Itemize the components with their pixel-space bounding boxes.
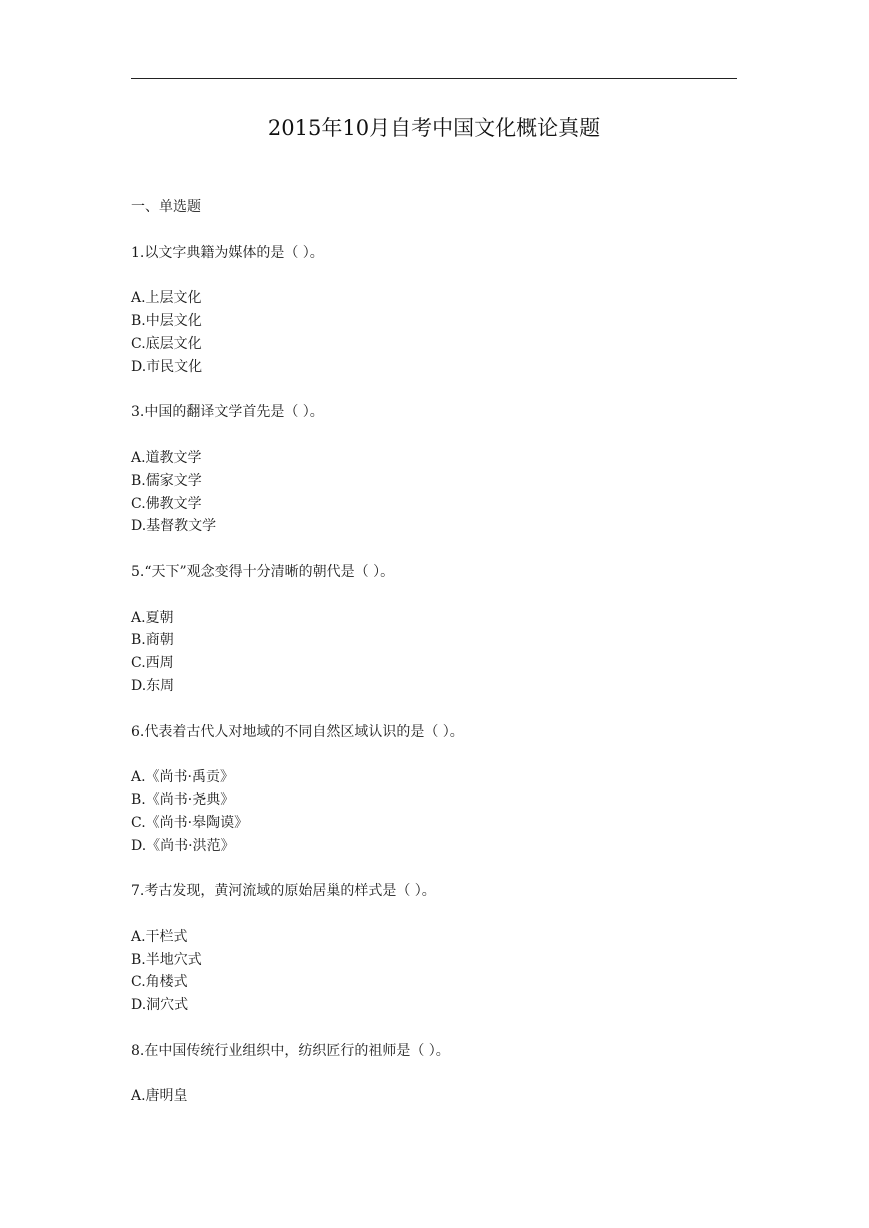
option-c: C.角楼式	[131, 974, 188, 991]
option-d: D.基督教文学	[131, 518, 217, 535]
option-d: D.东周	[131, 677, 175, 694]
option-a: A.唐明皇	[131, 1088, 188, 1105]
question-stem: 6.代表着古代人对地域的不同自然区域认识的是（ ）。	[131, 723, 464, 740]
option-c: C.佛教文学	[131, 495, 202, 512]
option-b: B.商朝	[131, 632, 174, 649]
header-rule	[131, 78, 737, 79]
question-7	[131, 880, 737, 1017]
option-b: B.半地穴式	[131, 951, 202, 968]
option-d: D.市民文化	[131, 358, 203, 375]
option-list	[131, 447, 737, 538]
question-stem: 7.考古发现，黄河流域的原始居巢的样式是（ ）。	[131, 883, 436, 900]
question-6	[131, 721, 737, 858]
option-c: C.《尚书·皋陶谟》	[131, 814, 249, 831]
option-b: B.儒家文学	[131, 472, 202, 489]
question-5	[131, 561, 737, 698]
section-heading: 一、单选题	[131, 199, 201, 215]
option-a: A.干栏式	[131, 928, 188, 945]
option-d: D.洞穴式	[131, 997, 189, 1014]
question-8	[131, 1040, 737, 1108]
document-title: 2015年10月自考中国文化概论真题	[267, 116, 601, 140]
option-a: A.上层文化	[131, 290, 202, 307]
option-list	[131, 287, 737, 378]
question-stem: 3.中国的翻译文学首先是（ ）。	[131, 404, 324, 421]
option-a: A.《尚书·禹贡》	[131, 769, 235, 786]
option-list	[131, 926, 737, 1017]
question-3	[131, 401, 737, 538]
question-1	[131, 242, 737, 379]
option-list	[131, 607, 737, 698]
question-stem: 1.以文字典籍为媒体的是（ ）。	[131, 244, 324, 261]
question-stem: 8.在中国传统行业组织中，纺织匠行的祖师是（ ）。	[131, 1042, 450, 1059]
option-a: A.夏朝	[131, 609, 174, 626]
option-c: C.西周	[131, 655, 174, 672]
option-b: B.中层文化	[131, 313, 202, 330]
option-d: D.《尚书·洪范》	[131, 837, 235, 854]
option-list	[131, 1085, 737, 1108]
option-c: C.底层文化	[131, 335, 202, 352]
option-a: A.道教文学	[131, 449, 202, 466]
option-b: B.《尚书·尧典》	[131, 791, 235, 808]
question-stem: 5.“天下”观念变得十分清晰的朝代是（ ）。	[131, 563, 395, 580]
document-body	[131, 196, 737, 1131]
option-list	[131, 766, 737, 857]
